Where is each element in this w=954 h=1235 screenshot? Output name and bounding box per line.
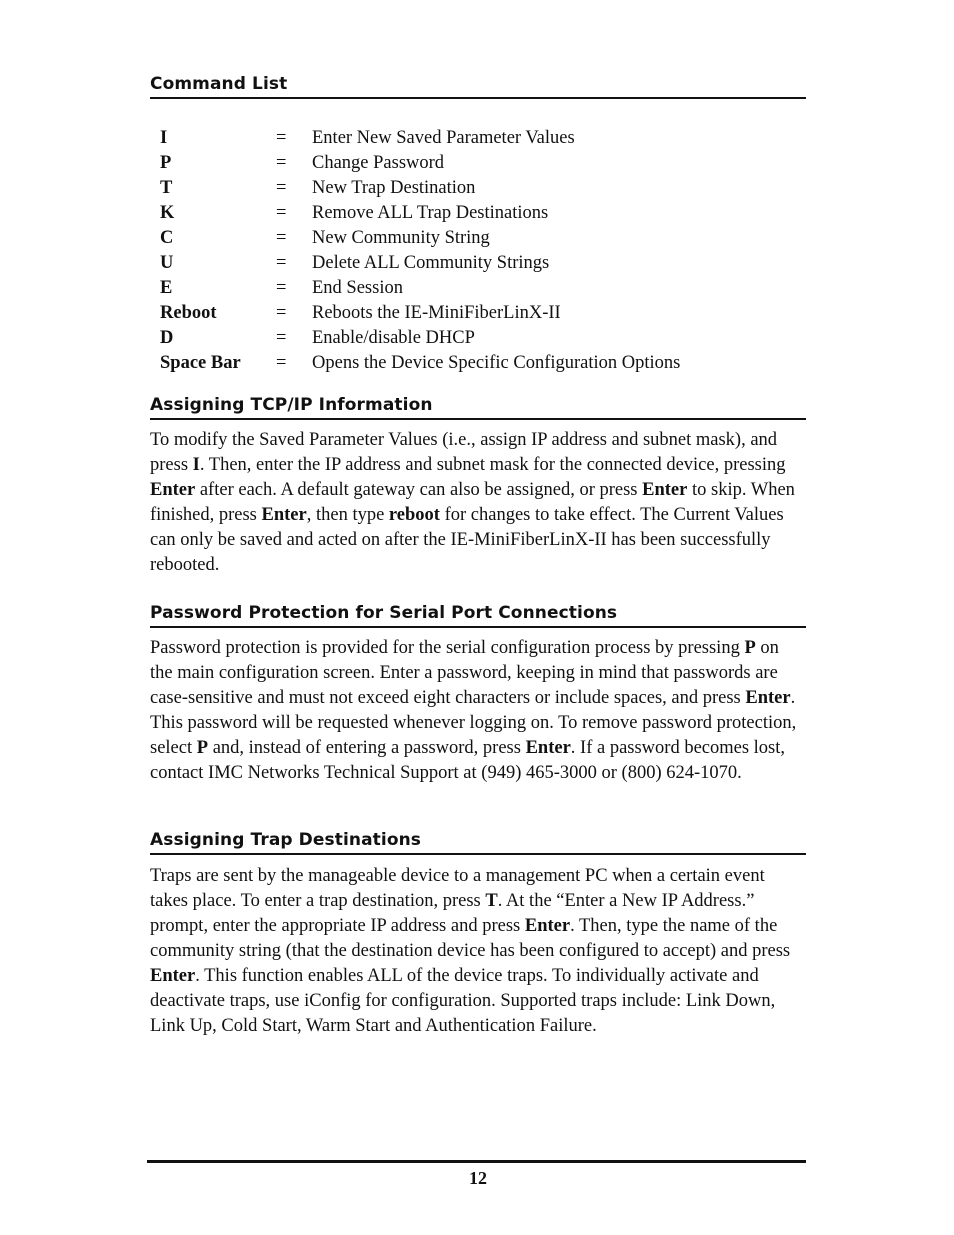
command-description: Enable/disable DHCP xyxy=(312,328,475,348)
command-description: Delete ALL Community Strings xyxy=(312,253,550,273)
tcpip-heading: Assigning TCP/IP Information xyxy=(150,395,806,420)
command-row xyxy=(160,126,780,151)
command-description: Enter New Saved Parameter Values xyxy=(312,128,575,148)
command-key: T xyxy=(160,178,173,198)
key-term: I xyxy=(192,455,200,475)
command-key: P xyxy=(160,153,172,173)
traps-heading: Assigning Trap Destinations xyxy=(150,830,806,855)
command-row xyxy=(160,176,780,201)
command-table xyxy=(160,126,780,376)
key-term: Enter xyxy=(642,480,688,500)
command-key: C xyxy=(160,228,174,248)
command-row xyxy=(160,251,780,276)
command-equals: = xyxy=(276,228,287,248)
command-equals: = xyxy=(276,128,287,148)
command-row xyxy=(160,351,780,376)
command-row xyxy=(160,151,780,176)
command-key: Reboot xyxy=(160,303,217,323)
command-row xyxy=(160,326,780,351)
command-key: Space Bar xyxy=(160,353,241,373)
tcpip-paragraph: To modify the Saved Parameter Values (i.e., assign IP address and subnet mask), and press I. Then, enter the IP address and subnet mask for the connected device, pressing Enter after each. A default gateway can also be assigned, or press Enter to skip. When finished, press Enter, then type reboot for changes to take effect. The Current Values can only be saved and acted on after the IE-MiniFiberLinX-II has been successfully rebooted. xyxy=(150,430,795,575)
command-key: U xyxy=(160,253,174,273)
key-term: P xyxy=(196,738,209,758)
command-description: End Session xyxy=(312,278,403,298)
key-term: Enter xyxy=(261,505,307,525)
command-description: Remove ALL Trap Destinations xyxy=(312,203,549,223)
password-paragraph: Password protection is provided for the serial configuration process by pressing P on the main configuration screen. Enter a password, keeping in mind that passwords are case-sensitive and must not exceed eight characters or include spaces, and press Enter. This password will be requested whenever logging on. To remove password protection, select P and, instead of entering a password, press Enter. If a password becomes lost, contact IMC Networks Technical Support at (949) 465-3000 or (800) 624-1070. xyxy=(150,638,797,783)
command-key: K xyxy=(160,203,175,223)
key-term: Enter xyxy=(745,688,791,708)
command-equals: = xyxy=(276,153,287,173)
command-equals: = xyxy=(276,328,287,348)
command-description: Reboots the IE-MiniFiberLinX-II xyxy=(312,303,561,323)
key-term: reboot xyxy=(388,505,440,525)
key-term: Enter xyxy=(150,480,196,500)
command-equals: = xyxy=(276,278,287,298)
key-term: Enter xyxy=(525,738,571,758)
command-list-heading: Command List xyxy=(150,74,806,99)
command-equals: = xyxy=(276,178,287,198)
command-description: Opens the Device Specific Configuration Options xyxy=(312,353,681,373)
traps-paragraph: Traps are sent by the manageable device to a management PC when a certain event takes place. To enter a trap destination, press T. At the “Enter a New IP Address.” prompt, enter the appropriate IP address and press Enter. Then, type the name of the community string (that the destination device has been configured to accept) and press Enter. This function enables ALL of the device traps. To individually activate and deactivate traps, use iConfig for configuration. Supported traps include: Link Down, Link Up, Cold Start, Warm Start and Authentication Failure. xyxy=(150,866,791,1036)
command-key: I xyxy=(160,128,168,148)
command-equals: = xyxy=(276,203,287,223)
footer-rule xyxy=(147,1160,806,1163)
command-key: D xyxy=(160,328,174,348)
command-key: E xyxy=(160,278,173,298)
key-term: T xyxy=(485,891,498,911)
command-equals: = xyxy=(276,303,287,323)
command-equals: = xyxy=(276,353,287,373)
command-row xyxy=(160,276,780,301)
command-row xyxy=(160,226,780,251)
command-description: New Trap Destination xyxy=(312,178,476,198)
password-heading: Password Protection for Serial Port Connections xyxy=(150,603,806,628)
key-term: Enter xyxy=(524,916,571,936)
command-equals: = xyxy=(276,253,287,273)
key-term: Enter xyxy=(150,966,196,986)
command-description: Change Password xyxy=(312,153,445,173)
command-description: New Community String xyxy=(312,228,490,248)
page-number: 12 xyxy=(469,1168,487,1188)
key-term: P xyxy=(744,638,756,658)
command-row xyxy=(160,201,780,226)
command-row xyxy=(160,301,780,326)
